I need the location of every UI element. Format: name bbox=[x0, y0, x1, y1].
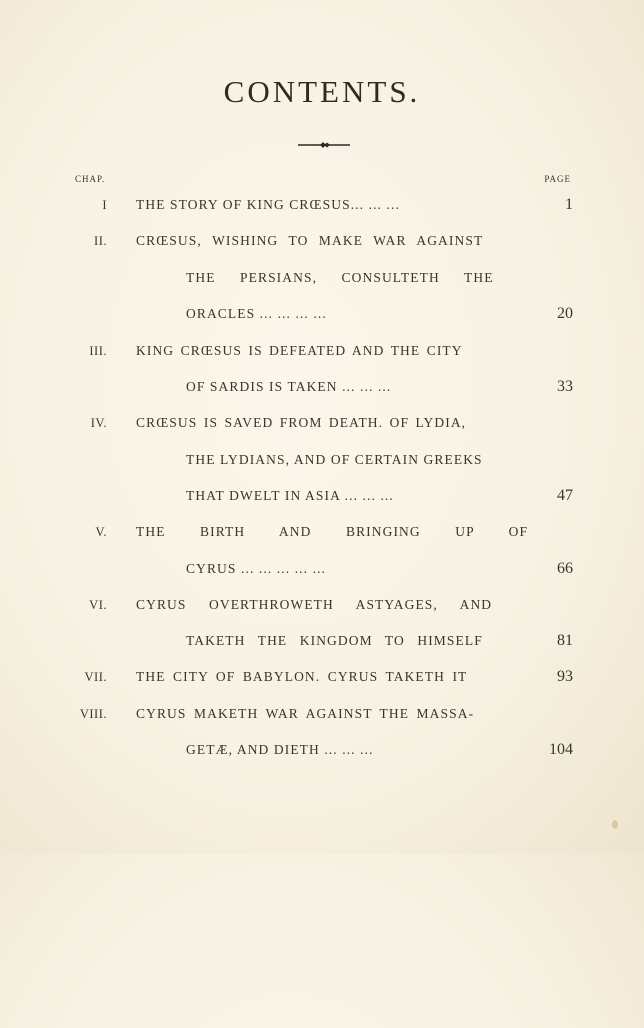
page-number: 33 bbox=[557, 378, 573, 395]
page-number: 104 bbox=[549, 741, 573, 758]
toc-line bbox=[0, 559, 644, 579]
toc-line bbox=[0, 341, 644, 361]
chapter-title-line: KING CRŒSUS IS DEFEATED AND THE CITY bbox=[136, 343, 463, 358]
chapter-number: IV. bbox=[90, 416, 107, 430]
toc-line bbox=[0, 268, 644, 288]
ornament-rule bbox=[298, 138, 350, 152]
toc-line bbox=[0, 450, 644, 470]
toc-line bbox=[0, 486, 644, 506]
chapter-title-line: CYRUS OVERTHROWETH ASTYAGES, AND bbox=[136, 597, 493, 612]
page-number: 93 bbox=[557, 668, 573, 685]
toc-line bbox=[0, 304, 644, 324]
chapter-title-line: THE BIRTH AND BRINGING UP OF bbox=[136, 524, 529, 539]
toc-line bbox=[0, 377, 644, 397]
toc-line bbox=[0, 667, 644, 687]
toc-line bbox=[0, 595, 644, 615]
chapter-title-line: CRŒSUS, WISHING TO MAKE WAR AGAINST bbox=[136, 233, 484, 248]
toc-line bbox=[0, 704, 644, 724]
chapter-title-line: THAT DWELT IN ASIA ... ... ... bbox=[186, 488, 394, 503]
chapter-title-line: CYRUS MAKETH WAR AGAINST THE MASSA- bbox=[136, 706, 475, 721]
chapter-title-line: CYRUS ... ... ... ... ... bbox=[186, 561, 327, 576]
chapter-number: VII. bbox=[84, 670, 107, 684]
toc-line bbox=[0, 740, 644, 760]
chapter-number: VI. bbox=[89, 598, 107, 612]
page-column-header: PAGE bbox=[544, 174, 571, 184]
toc-line bbox=[0, 522, 644, 542]
chapter-number: V. bbox=[95, 525, 107, 539]
chapter-title-line: THE STORY OF KING CRŒSUS... ... ... bbox=[136, 197, 400, 212]
page-title: CONTENTS. bbox=[223, 74, 421, 109]
chapter-number: I bbox=[102, 198, 107, 212]
chapter-title-line: CRŒSUS IS SAVED FROM DEATH. OF LYDIA, bbox=[136, 415, 467, 430]
chapter-number: VIII. bbox=[79, 707, 107, 721]
page-number: 81 bbox=[557, 632, 573, 649]
chapter-title-line: TAKETH THE KINGDOM TO HIMSELF bbox=[186, 633, 483, 648]
paper-stain bbox=[612, 820, 618, 829]
chapter-title-line: THE CITY OF BABYLON. CYRUS TAKETH IT bbox=[136, 669, 468, 684]
page-number: 20 bbox=[557, 305, 573, 322]
chapter-number: III. bbox=[89, 344, 107, 358]
chapter-column-header: CHAP. bbox=[75, 174, 106, 184]
chapter-title-line: ORACLES ... ... ... ... bbox=[186, 306, 327, 321]
chapter-title-line: THE PERSIANS, CONSULTETH THE bbox=[186, 270, 494, 285]
page-number: 47 bbox=[557, 487, 573, 504]
toc-line bbox=[0, 195, 644, 215]
page-number: 1 bbox=[565, 196, 573, 213]
chapter-title-line: THE LYDIANS, AND OF CERTAIN GREEKS bbox=[186, 452, 483, 467]
toc-line bbox=[0, 413, 644, 433]
chapter-title-line: GETÆ, AND DIETH ... ... ... bbox=[186, 742, 374, 757]
toc-line bbox=[0, 631, 644, 651]
page-number: 66 bbox=[557, 560, 573, 577]
chapter-title-line: OF SARDIS IS TAKEN ... ... ... bbox=[186, 379, 392, 394]
toc-line bbox=[0, 231, 644, 251]
chapter-number: II. bbox=[94, 234, 107, 248]
